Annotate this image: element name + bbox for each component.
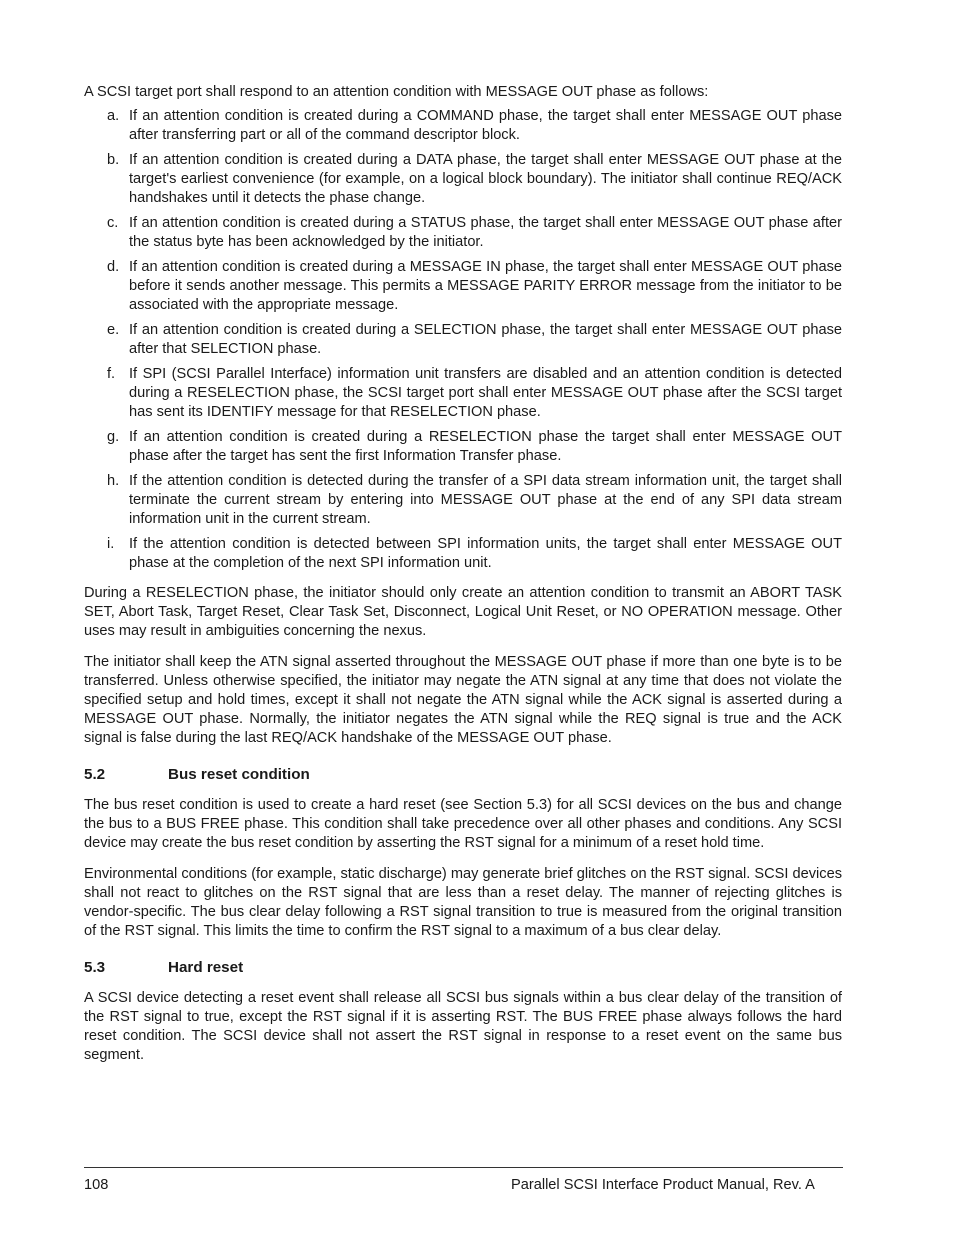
list-item bbox=[84, 151, 842, 208]
list-item-text: If an attention condition is created during a COMMAND phase, the target shall enter MESSAGE OUT phase after transferring part or all of the command descriptor block. bbox=[129, 108, 842, 143]
section-title: Bus reset condition bbox=[168, 766, 310, 783]
list-item bbox=[84, 214, 842, 252]
list-marker: i. bbox=[107, 536, 115, 552]
section-heading bbox=[84, 765, 842, 784]
body-paragraph: Environmental conditions (for example, static discharge) may generate brief glitches on the RST signal. SCSI devices shall not react to glitches on the RST signal that are less than a reset delay. The manner of rejecting glitches is vendor-specific. The bus clear delay following a RST signal transition to true is measured from the original transition of the RST signal. This limits the time to confirm the RST signal to a maximum of a bus clear delay. bbox=[84, 866, 842, 939]
list-marker: g. bbox=[107, 429, 120, 445]
list-item-text: If SPI (SCSI Parallel Interface) information unit transfers are disabled and an attention condition is detected during a RESELECTION phase, the SCSI target port shall enter MESSAGE OUT phase after the SCSI target has sent its IDENTIFY message for that RESELECTION phase. bbox=[129, 366, 842, 420]
list-item bbox=[84, 535, 842, 573]
list-marker: d. bbox=[107, 259, 120, 275]
list-item bbox=[84, 365, 842, 422]
list-item bbox=[84, 321, 842, 359]
list-marker: b. bbox=[107, 152, 120, 168]
list-marker: e. bbox=[107, 322, 120, 338]
footer-document-title: Parallel SCSI Interface Product Manual, Rev. A bbox=[511, 1177, 815, 1193]
footer-divider bbox=[84, 1167, 843, 1168]
section-number: 5.2 bbox=[84, 766, 106, 783]
list-item-text: If an attention condition is created during a DATA phase, the target shall enter MESSAGE OUT phase at the target's earliest convenience (for example, on a logical block boundary). The initiator shall continue REQ/ACK handshakes until it detects the phase change. bbox=[129, 152, 842, 206]
list-item bbox=[84, 258, 842, 315]
section-heading bbox=[84, 958, 842, 977]
list-item bbox=[84, 107, 842, 145]
page-content bbox=[84, 83, 842, 1077]
list-item bbox=[84, 428, 842, 466]
list-item-text: If the attention condition is detected between SPI information units, the target shall enter MESSAGE OUT phase at the completion of the next SPI information unit. bbox=[129, 536, 842, 571]
list-item-text: If an attention condition is created during a SELECTION phase, the target shall enter MESSAGE OUT phase after that SELECTION phase. bbox=[129, 322, 842, 357]
intro-paragraph: A SCSI target port shall respond to an attention condition with MESSAGE OUT phase as follows: bbox=[84, 84, 709, 100]
page-number: 108 bbox=[84, 1177, 109, 1193]
list-item-text: If the attention condition is detected during the transfer of a SPI data stream information unit, the target shall terminate the current stream by entering into MESSAGE OUT phase at the end of any SPI data stream information unit in the current stream. bbox=[129, 473, 842, 527]
section-title: Hard reset bbox=[168, 959, 244, 976]
attention-condition-list bbox=[84, 107, 842, 573]
list-item-text: If an attention condition is created during a STATUS phase, the target shall enter MESSAGE OUT phase after the status byte has been acknowledged by the initiator. bbox=[129, 215, 842, 250]
list-marker: a. bbox=[107, 108, 120, 124]
list-marker: h. bbox=[107, 473, 120, 489]
body-paragraph: The initiator shall keep the ATN signal asserted throughout the MESSAGE OUT phase if more than one byte is to be transferred. Unless otherwise specified, the initiator may negate the ATN signal at any time that does not violate the specified setup and hold times, except it shall not negate the ATN signal while the ACK signal is asserted during a MESSAGE OUT phase. Normally, the initiator negates the ATN signal while the REQ signal is true and the ACK signal is false during the last REQ/ACK handshake of the MESSAGE OUT phase. bbox=[84, 654, 842, 746]
list-item bbox=[84, 472, 842, 529]
section-number: 5.3 bbox=[84, 959, 106, 976]
body-paragraph: The bus reset condition is used to create a hard reset (see Section 5.3) for all SCSI devices on the bus and change the bus to a BUS FREE phase. This condition shall take precedence over all other phases and conditions. Any SCSI device may create the bus reset condition by asserting the RST signal for a minimum of a reset hold time. bbox=[84, 797, 842, 851]
list-item-text: If an attention condition is created during a MESSAGE IN phase, the target shall enter MESSAGE OUT phase before it sends another message. This permits a MESSAGE PARITY ERROR message from the initiator to be associated with the appropriate message. bbox=[129, 259, 842, 313]
body-paragraph: A SCSI device detecting a reset event shall release all SCSI bus signals within a bus clear delay of the transition of the RST signal to true, except the RST signal if it is asserting RST. The BUS FREE phase always follows the hard reset condition. The SCSI device shall not assert the RST signal in response to a reset event on the same bus segment. bbox=[84, 990, 842, 1063]
list-marker: f. bbox=[107, 366, 116, 382]
body-paragraph: During a RESELECTION phase, the initiator should only create an attention condition to transmit an ABORT TASK SET, Abort Task, Target Reset, Clear Task Set, Disconnect, Logical Unit Reset, or NO OPERATION message. Other uses may result in ambiguities concerning the nexus. bbox=[84, 585, 842, 639]
list-marker: c. bbox=[107, 215, 119, 231]
list-item-text: If an attention condition is created during a RESELECTION phase the target shall enter MESSAGE OUT phase after the target has sent the first Information Transfer phase. bbox=[129, 429, 842, 464]
